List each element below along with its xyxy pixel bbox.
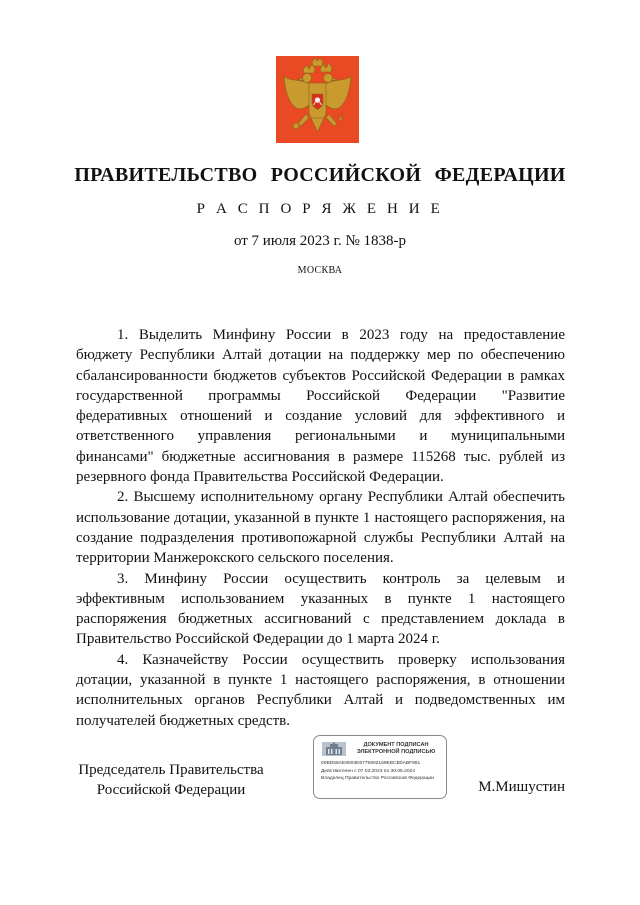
document-date-number: от 7 июля 2023 г. № 1838-р: [233, 233, 407, 249]
paragraph-4: 4. Казначейству России осуществить проверку использования дотации, указанной в пункте 1 настоящего распоряжения, в отношении исполнительных органов Республики Алтай и подведомственных им получателей бюджетных средств.: [76, 651, 565, 729]
document-body: [76, 325, 565, 731]
government-building-icon: [322, 742, 346, 756]
electronic-signature-stamp: [313, 735, 447, 799]
document-type: Р А С П О Р Я Ж Е Н И Е: [196, 201, 444, 217]
signer-title-line-2: Российской Федерации: [96, 782, 246, 798]
signer-name: М.Мишустин: [478, 779, 565, 795]
stamp-heading-line-1: ДОКУМЕНТ ПОДПИСАН: [363, 742, 429, 748]
stamp-validity: Действителен с 07.03.2023 по 30.05.2024: [321, 769, 415, 774]
stamp-owner: Владелец Правительство Российской Федерации: [321, 776, 434, 781]
document-city: МОСКВА: [297, 265, 343, 276]
stamp-heading-line-2: ЭЛЕКТРОННОЙ ПОДПИСЬЮ: [356, 749, 436, 755]
paragraph-3: 3. Минфину России осуществить контроль за целевым и эффективным использованием указанных в пункте 1 настоящего распоряжения бюджетных ассигнований с представлением доклада в Правительство Российской Федерации до 1 марта 2024 г.: [76, 570, 565, 648]
signer-title: [76, 760, 266, 800]
paragraph-1: 1. Выделить Минфину России в 2023 году на предоставление бюджету Республики Алтай дотации на поддержку мер по обеспечению сбалансированности бюджетов субъектов Российской Федерации в рамках государственной программы Российской Федерации "Развитие федеративных отношений и создание условий для эффективного и ответственного управления региональными и муниципальными финансами" бюджетные ассигнования в размере 115268 тыс. рублей из резервного фонда Правительства Российской Федерации.: [76, 327, 565, 486]
signer-title-line-1: Председатель Правительства: [78, 762, 264, 778]
stamp-heading: [350, 742, 442, 756]
government-title: ПРАВИТЕЛЬСТВО РОССИЙСКОЙ ФЕДЕРАЦИИ: [74, 164, 566, 186]
stamp-serial: 00BD58AE8003E6775902169EBCB0ABF891: [321, 761, 421, 766]
paragraph-2: 2. Высшему исполнительному органу Республики Алтай обеспечить использование дотации, указанной в пункте 1 настоящего распоряжения, на создание подразделения противопожарной службы Республики Алтай на территории Манжерокского сельского поселения.: [76, 489, 565, 567]
state-emblem-icon: [276, 56, 359, 143]
